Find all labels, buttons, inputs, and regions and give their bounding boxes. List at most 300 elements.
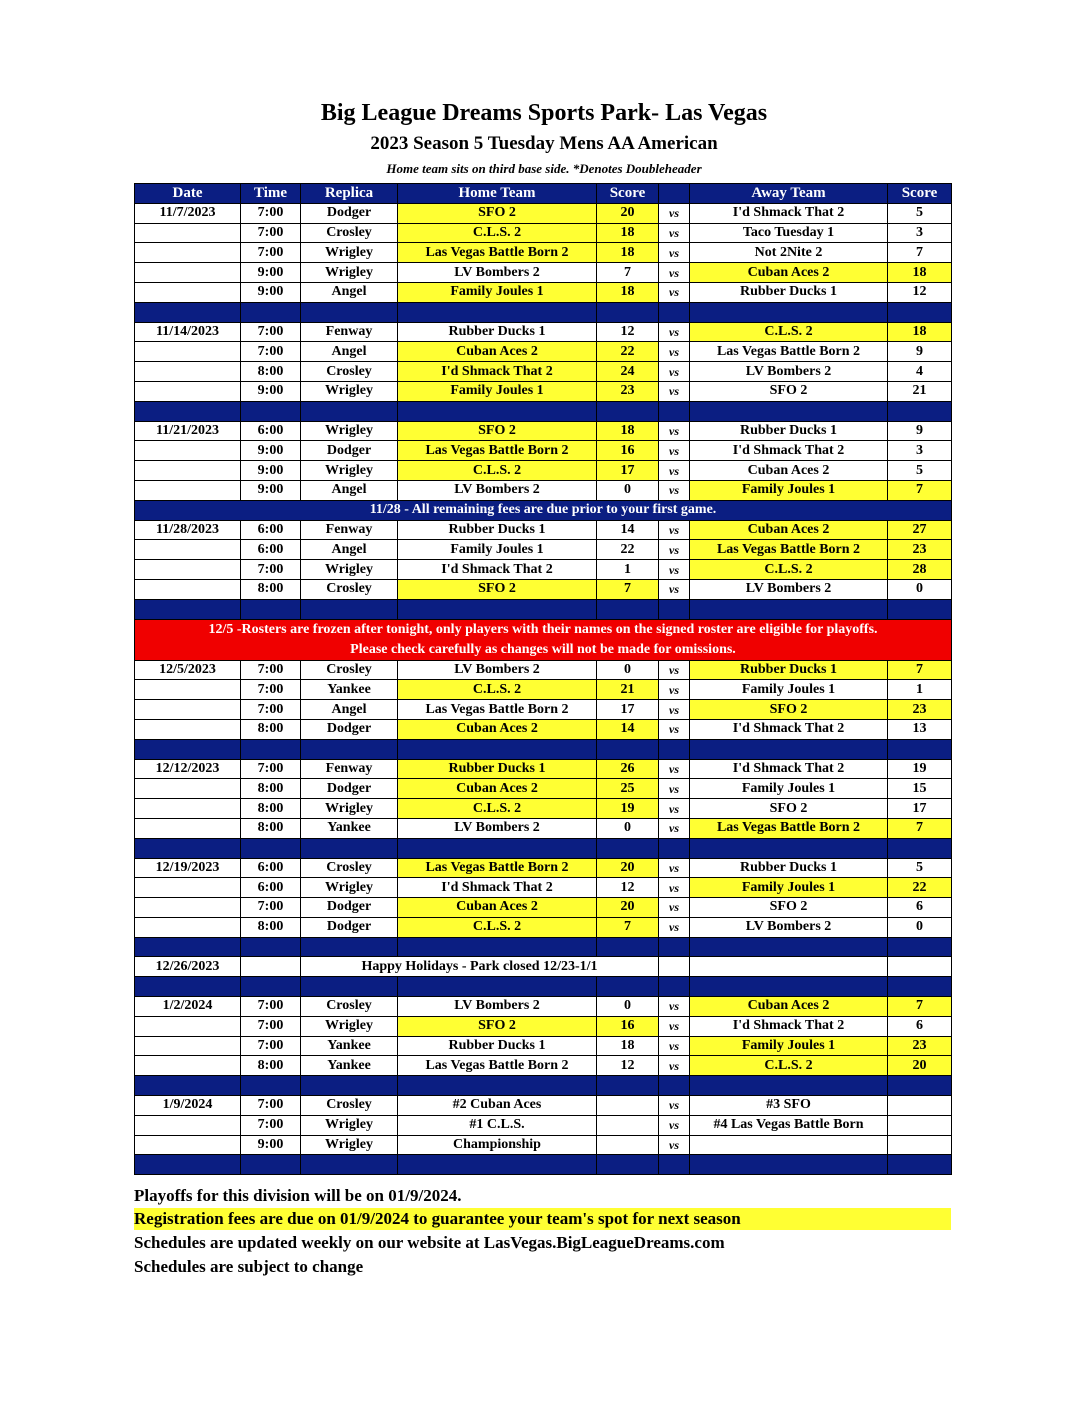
vs-label: vs (659, 342, 690, 362)
vs-label: vs (659, 381, 690, 401)
field-replica: Dodger (301, 441, 398, 461)
away-score: 19 (888, 759, 952, 779)
game-row (135, 660, 952, 680)
week-separator-row (135, 401, 952, 421)
separator-cell (301, 937, 398, 957)
separator-cell (135, 937, 241, 957)
field-replica: Dodger (301, 779, 398, 799)
home-team: Cuban Aces 2 (398, 719, 597, 739)
vs-label: vs (659, 759, 690, 779)
home-team: Las Vegas Battle Born 2 (398, 1056, 597, 1076)
game-time: 7:00 (241, 1115, 301, 1135)
game-date: 11/21/2023 (135, 421, 241, 441)
separator-cell (241, 838, 301, 858)
roster-notice (135, 619, 952, 660)
game-time: 7:00 (241, 1036, 301, 1056)
home-team: Family Joules 1 (398, 381, 597, 401)
home-score: 12 (597, 1056, 659, 1076)
home-score: 18 (597, 282, 659, 302)
separator-cell (888, 1076, 952, 1096)
home-score: 17 (597, 700, 659, 720)
home-score: 0 (597, 480, 659, 500)
game-row (135, 282, 952, 302)
home-team: Cuban Aces 2 (398, 342, 597, 362)
field-replica: Wrigley (301, 799, 398, 819)
game-row (135, 700, 952, 720)
home-score: 14 (597, 520, 659, 540)
separator-cell (597, 937, 659, 957)
separator-cell (301, 739, 398, 759)
home-team: Las Vegas Battle Born 2 (398, 243, 597, 263)
field-replica: Wrigley (301, 1115, 398, 1135)
away-score: 5 (888, 461, 952, 481)
home-score: 26 (597, 759, 659, 779)
home-score: 14 (597, 719, 659, 739)
separator-cell (659, 937, 690, 957)
separator-cell (597, 838, 659, 858)
separator-cell (690, 1155, 888, 1175)
separator-cell (888, 838, 952, 858)
home-score: 18 (597, 243, 659, 263)
field-replica: Wrigley (301, 381, 398, 401)
game-date (135, 223, 241, 243)
vs-label: vs (659, 1056, 690, 1076)
game-time: 9:00 (241, 1135, 301, 1155)
home-team: C.L.S. 2 (398, 223, 597, 243)
home-score: 18 (597, 421, 659, 441)
away-team: LV Bombers 2 (690, 362, 888, 382)
vs-label: vs (659, 540, 690, 560)
fees-notice: 11/28 - All remaining fees are due prior to your first game. (135, 500, 952, 520)
game-time: 7:00 (241, 203, 301, 223)
vs-label: vs (659, 560, 690, 580)
away-score: 18 (888, 263, 952, 283)
footer-registration: Registration fees are due on 01/9/2024 to guarantee your team's spot for next season (134, 1208, 951, 1230)
game-date: 1/9/2024 (135, 1096, 241, 1116)
separator-cell (241, 599, 301, 619)
separator-cell (888, 937, 952, 957)
separator-cell (659, 1155, 690, 1175)
field-replica: Fenway (301, 759, 398, 779)
game-row (135, 263, 952, 283)
game-row (135, 799, 952, 819)
separator-cell (597, 1076, 659, 1096)
game-row (135, 342, 952, 362)
game-date (135, 540, 241, 560)
home-team: SFO 2 (398, 203, 597, 223)
separator-cell (659, 401, 690, 421)
separator-cell (398, 838, 597, 858)
separator-cell (690, 302, 888, 322)
game-row (135, 381, 952, 401)
game-time: 6:00 (241, 858, 301, 878)
away-team: SFO 2 (690, 898, 888, 918)
away-score (888, 1096, 952, 1116)
away-score: 12 (888, 282, 952, 302)
away-team: I'd Shmack That 2 (690, 441, 888, 461)
home-team: Las Vegas Battle Born 2 (398, 858, 597, 878)
away-score (888, 1135, 952, 1155)
header-home-team: Home Team (398, 184, 597, 204)
separator-cell (690, 401, 888, 421)
game-time: 8:00 (241, 1056, 301, 1076)
home-team: Rubber Ducks 1 (398, 322, 597, 342)
game-date (135, 461, 241, 481)
separator-cell (597, 977, 659, 997)
home-team: SFO 2 (398, 1016, 597, 1036)
header-away-score: Score (888, 184, 952, 204)
away-score: 0 (888, 917, 952, 937)
game-time: 7:00 (241, 1016, 301, 1036)
header-home-score: Score (597, 184, 659, 204)
away-team: I'd Shmack That 2 (690, 203, 888, 223)
separator-cell (241, 739, 301, 759)
home-team: Las Vegas Battle Born 2 (398, 700, 597, 720)
separator-cell (888, 599, 952, 619)
game-time: 7:00 (241, 560, 301, 580)
home-score (597, 1135, 659, 1155)
separator-cell (301, 401, 398, 421)
game-time: 8:00 (241, 799, 301, 819)
game-time: 6:00 (241, 540, 301, 560)
home-team: LV Bombers 2 (398, 818, 597, 838)
field-replica: Crosley (301, 858, 398, 878)
vs-label: vs (659, 700, 690, 720)
game-time: 8:00 (241, 818, 301, 838)
home-score: 0 (597, 660, 659, 680)
field-replica: Dodger (301, 719, 398, 739)
home-score: 18 (597, 223, 659, 243)
home-team: Family Joules 1 (398, 282, 597, 302)
separator-cell (301, 1076, 398, 1096)
game-date (135, 680, 241, 700)
away-team: Las Vegas Battle Born 2 (690, 342, 888, 362)
away-score: 5 (888, 858, 952, 878)
home-team-note: Home team sits on third base side. *Denotes Doubleheader (386, 161, 702, 176)
away-team: Cuban Aces 2 (690, 263, 888, 283)
game-time: 8:00 (241, 579, 301, 599)
home-score: 7 (597, 579, 659, 599)
separator-cell (135, 302, 241, 322)
game-row (135, 243, 952, 263)
game-row (135, 680, 952, 700)
game-date (135, 700, 241, 720)
home-team: Rubber Ducks 1 (398, 520, 597, 540)
away-team: SFO 2 (690, 381, 888, 401)
game-time: 9:00 (241, 441, 301, 461)
game-date (135, 342, 241, 362)
separator-cell (597, 739, 659, 759)
game-row (135, 759, 952, 779)
separator-cell (301, 599, 398, 619)
away-score: 15 (888, 779, 952, 799)
game-row (135, 858, 952, 878)
header-date: Date (135, 184, 241, 204)
separator-cell (597, 302, 659, 322)
vs-label: vs (659, 660, 690, 680)
separator-cell (597, 1155, 659, 1175)
game-row (135, 560, 952, 580)
game-row (135, 1135, 952, 1155)
away-team: Taco Tuesday 1 (690, 223, 888, 243)
game-time: 7:00 (241, 759, 301, 779)
week-separator-row (135, 937, 952, 957)
game-row (135, 461, 952, 481)
away-team: LV Bombers 2 (690, 579, 888, 599)
away-team: Cuban Aces 2 (690, 520, 888, 540)
game-time: 9:00 (241, 461, 301, 481)
home-score: 18 (597, 1036, 659, 1056)
home-team: I'd Shmack That 2 (398, 878, 597, 898)
game-time: 7:00 (241, 660, 301, 680)
away-score: 7 (888, 660, 952, 680)
game-date: 12/5/2023 (135, 660, 241, 680)
field-replica: Fenway (301, 520, 398, 540)
week-separator-row (135, 1155, 952, 1175)
week-separator-row (135, 977, 952, 997)
footer-change-notice: Schedules are subject to change (134, 1257, 364, 1276)
away-score: 6 (888, 898, 952, 918)
home-score: 21 (597, 680, 659, 700)
game-date (135, 263, 241, 283)
away-team: Cuban Aces 2 (690, 461, 888, 481)
vs-label: vs (659, 362, 690, 382)
away-team: C.L.S. 2 (690, 560, 888, 580)
away-score: 20 (888, 1056, 952, 1076)
away-score (888, 1115, 952, 1135)
away-team: C.L.S. 2 (690, 322, 888, 342)
field-replica: Yankee (301, 1056, 398, 1076)
vs-label: vs (659, 322, 690, 342)
separator-cell (690, 838, 888, 858)
home-team: LV Bombers 2 (398, 480, 597, 500)
field-replica: Dodger (301, 917, 398, 937)
vs-label: vs (659, 917, 690, 937)
week-separator-row (135, 302, 952, 322)
game-row (135, 480, 952, 500)
home-score: 16 (597, 441, 659, 461)
vs-label: vs (659, 461, 690, 481)
game-time: 8:00 (241, 779, 301, 799)
game-date (135, 560, 241, 580)
away-score: 3 (888, 223, 952, 243)
away-team: #3 SFO (690, 1096, 888, 1116)
separator-cell (241, 937, 301, 957)
schedule-table (134, 183, 952, 1175)
away-score: 22 (888, 878, 952, 898)
game-row (135, 917, 952, 937)
game-date (135, 799, 241, 819)
game-date (135, 243, 241, 263)
game-date: 12/26/2023 (135, 957, 241, 977)
holiday-notice: Happy Holidays - Park closed 12/23-1/1 (301, 957, 659, 977)
away-score: 23 (888, 700, 952, 720)
home-team: C.L.S. 2 (398, 799, 597, 819)
game-time: 7:00 (241, 243, 301, 263)
game-row (135, 878, 952, 898)
separator-cell (135, 1076, 241, 1096)
vs-label: vs (659, 1096, 690, 1116)
game-date (135, 362, 241, 382)
field-replica: Crosley (301, 660, 398, 680)
field-replica: Crosley (301, 362, 398, 382)
game-time: 7:00 (241, 1096, 301, 1116)
game-date (135, 1056, 241, 1076)
game-row (135, 520, 952, 540)
field-replica: Crosley (301, 1096, 398, 1116)
away-score: 3 (888, 441, 952, 461)
home-score: 20 (597, 203, 659, 223)
week-separator-row (135, 1076, 952, 1096)
game-time: 9:00 (241, 263, 301, 283)
game-time: 9:00 (241, 480, 301, 500)
game-row (135, 898, 952, 918)
vs-label: vs (659, 818, 690, 838)
home-team: Cuban Aces 2 (398, 898, 597, 918)
home-score: 22 (597, 342, 659, 362)
away-score: 13 (888, 719, 952, 739)
game-row (135, 421, 952, 441)
separator-cell (690, 1076, 888, 1096)
game-row (135, 540, 952, 560)
home-team: Las Vegas Battle Born 2 (398, 441, 597, 461)
home-score: 1 (597, 560, 659, 580)
separator-cell (659, 1076, 690, 1096)
field-replica: Angel (301, 342, 398, 362)
header-away-team: Away Team (690, 184, 888, 204)
field-replica: Dodger (301, 898, 398, 918)
separator-cell (135, 1155, 241, 1175)
away-score: 9 (888, 421, 952, 441)
vs-label: vs (659, 1115, 690, 1135)
separator-cell (659, 739, 690, 759)
separator-cell (888, 401, 952, 421)
home-score: 22 (597, 540, 659, 560)
away-team: Rubber Ducks 1 (690, 421, 888, 441)
game-row (135, 223, 952, 243)
separator-cell (398, 1155, 597, 1175)
away-score: 23 (888, 540, 952, 560)
home-team: Rubber Ducks 1 (398, 759, 597, 779)
away-team: Family Joules 1 (690, 779, 888, 799)
game-row (135, 362, 952, 382)
separator-cell (690, 739, 888, 759)
footer-playoffs: Playoffs for this division will be on 01/9/2024. (134, 1186, 462, 1205)
vs-label: vs (659, 1135, 690, 1155)
game-time: 7:00 (241, 322, 301, 342)
game-row (135, 1115, 952, 1135)
away-score: 28 (888, 560, 952, 580)
game-time: 9:00 (241, 381, 301, 401)
game-time: 7:00 (241, 680, 301, 700)
home-team: SFO 2 (398, 579, 597, 599)
game-time: 6:00 (241, 520, 301, 540)
separator-cell (135, 739, 241, 759)
footer-website: Schedules are updated weekly on our website at LasVegas.BigLeagueDreams.com (134, 1233, 725, 1252)
game-time: 9:00 (241, 282, 301, 302)
home-team: I'd Shmack That 2 (398, 560, 597, 580)
separator-cell (241, 401, 301, 421)
away-team: Rubber Ducks 1 (690, 282, 888, 302)
game-date (135, 898, 241, 918)
away-score: 6 (888, 1016, 952, 1036)
separator-cell (135, 599, 241, 619)
away-team (690, 1135, 888, 1155)
away-team: Cuban Aces 2 (690, 997, 888, 1017)
away-team: I'd Shmack That 2 (690, 1016, 888, 1036)
holiday-row (135, 957, 952, 977)
away-score: 4 (888, 362, 952, 382)
game-time: 6:00 (241, 421, 301, 441)
game-date (135, 719, 241, 739)
separator-cell (690, 937, 888, 957)
field-replica: Crosley (301, 579, 398, 599)
game-time: 7:00 (241, 223, 301, 243)
vs-label: vs (659, 779, 690, 799)
game-time: 8:00 (241, 917, 301, 937)
away-score: 9 (888, 342, 952, 362)
home-score (597, 1115, 659, 1135)
home-score: 23 (597, 381, 659, 401)
field-replica: Wrigley (301, 878, 398, 898)
home-team: LV Bombers 2 (398, 660, 597, 680)
home-team: Rubber Ducks 1 (398, 1036, 597, 1056)
separator-cell (135, 977, 241, 997)
away-score: 5 (888, 203, 952, 223)
game-date (135, 282, 241, 302)
header-row (135, 184, 952, 204)
game-row (135, 719, 952, 739)
vs-label: vs (659, 203, 690, 223)
game-time: 7:00 (241, 342, 301, 362)
game-time: 8:00 (241, 719, 301, 739)
game-row (135, 1036, 952, 1056)
empty-cell (888, 957, 952, 977)
separator-cell (398, 739, 597, 759)
separator-cell (597, 401, 659, 421)
game-date (135, 381, 241, 401)
home-team: SFO 2 (398, 421, 597, 441)
away-score: 7 (888, 480, 952, 500)
separator-cell (301, 1155, 398, 1175)
game-row (135, 818, 952, 838)
vs-label: vs (659, 282, 690, 302)
fees-notice-row (135, 500, 952, 520)
game-date: 12/19/2023 (135, 858, 241, 878)
home-team: I'd Shmack That 2 (398, 362, 597, 382)
field-replica: Dodger (301, 203, 398, 223)
home-team: C.L.S. 2 (398, 917, 597, 937)
home-score: 16 (597, 1016, 659, 1036)
away-team: Not 2Nite 2 (690, 243, 888, 263)
game-row (135, 203, 952, 223)
roster-notice-line-1: 12/5 -Rosters are frozen after tonight, only players with their names on the signed roster are eligible for playoffs. (208, 621, 878, 637)
home-score: 7 (597, 263, 659, 283)
vs-label: vs (659, 520, 690, 540)
home-score: 0 (597, 818, 659, 838)
away-score: 23 (888, 1036, 952, 1056)
field-replica: Yankee (301, 1036, 398, 1056)
vs-label: vs (659, 997, 690, 1017)
game-date (135, 779, 241, 799)
away-score: 7 (888, 997, 952, 1017)
header-vs (659, 184, 690, 204)
vs-label: vs (659, 263, 690, 283)
home-team: LV Bombers 2 (398, 263, 597, 283)
vs-label: vs (659, 421, 690, 441)
game-time: 7:00 (241, 997, 301, 1017)
separator-cell (659, 302, 690, 322)
